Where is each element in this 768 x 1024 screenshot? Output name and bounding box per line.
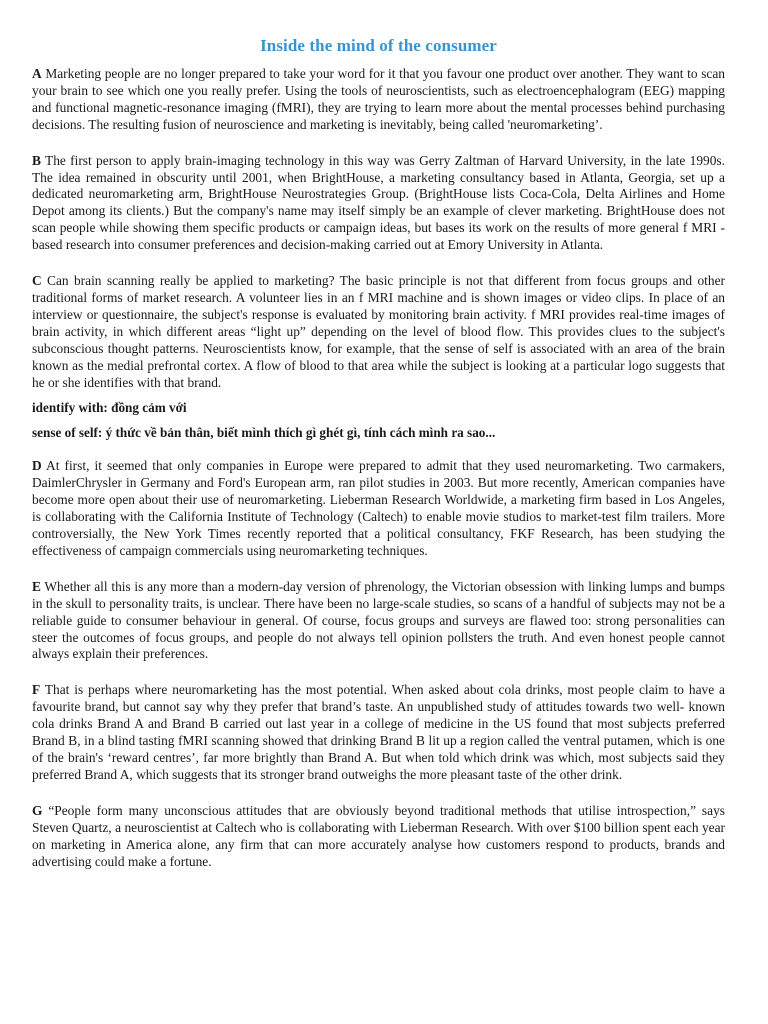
paragraph-a: [32, 66, 725, 134]
glossary-item: sense of self: ý thức về bản thân, biết mình thích gì ghét gì, tính cách mình ra sao...: [32, 425, 496, 441]
paragraph-text: At first, it seemed that only companies in Europe were prepared to admit that they used neuromarketing. Two carmakers, DaimlerChrysler in Germany and Ford's European arm, ran pilot studies in 2003. But more recently, American companies have become more open about their use of neuromarketing. Lieberman Research Worldwide, a marketing firm based in Los Angeles, is collaborating with the California Institute of Technology (Caltech) to enable movie studios to market-test film trailers. More controversially, the New York Times recently reported that a political consultancy, FKF Research, has been studying the effectiveness of campaign commercials using neuromarketing techniques.: [32, 458, 725, 558]
paragraph-e: [32, 579, 725, 664]
paragraph-text: Marketing people are no longer prepared to take your word for it that you favour one product over another. They want to scan your brain to see which one you really prefer. Using the tools of neuroscientists, such as electroencephalogram (EEG) mapping and functional magnetic-resonance imaging (fMRI), they are trying to learn more about the mental processes behind purchasing decisions. The resulting fusion of neuroscience and marketing is inevitably, being called 'neuromarketing’.: [32, 66, 725, 132]
paragraph-letter: A: [32, 66, 42, 81]
paragraph-text: Can brain scanning really be applied to marketing? The basic principle is not that different from focus groups and other traditional forms of market research. A volunteer lies in an f MRI machine and is shown images or video clips. In place of an interview or questionnaire, the subject's response is evaluated by monitoring brain activity. f MRI provides real-time images of brain activity, in which different areas “light up” depending on the level of blood flow. This provides clues to the subject's subconscious thought patterns. Neuroscientists know, for example, that the sense of self is associated with an area of the brain known as the medial prefrontal cortex. A flow of blood to that area while the subject is looking at a particular logo suggests that he or she identifies with that brand.: [32, 273, 725, 390]
paragraph-letter: F: [32, 682, 41, 698]
paragraph-letter: C: [32, 273, 42, 289]
paragraph-text: Whether all this is any more than a modern-day version of phrenology, the Victorian obsession with linking lumps and bumps in the skull to personality traits, is unclear. There have been no large-scale studies, so scans of a handful of subjects may not be a reliable guide to consumer behaviour in general. Of course, focus groups and surveys are flawed too: strong personalities can steer the outcomes of focus groups, and people do not always tell opinion pollsters the truth. And even honest people cannot always explain their preferences.: [32, 578, 725, 662]
glossary-item: identify with: đồng cảm với: [32, 400, 187, 416]
paragraph-b: [32, 153, 725, 254]
paragraph-text: “People form many unconscious attitudes that are obviously beyond traditional methods that utilise introspection,” says Steven Quartz, a neuroscientist at Caltech who is collaborating with Lieberman Research. With over $100 billion spent each year on marketing in America alone, any firm that can more accurately analyse how customers respond to products, brands and advertising could make a fortune.: [32, 802, 725, 869]
paragraph-letter: D: [32, 458, 42, 474]
paragraph-d: [32, 458, 725, 559]
paragraph-letter: E: [32, 578, 41, 594]
paragraph-c: [32, 273, 725, 391]
paragraph-text: That is perhaps where neuromarketing has the most potential. When asked about cola drinks, most people claim to have a favourite brand, but cannot say why they prefer that brand’s taste. An unpublished study of attitudes towards two well- known cola drinks Brand A and Brand B carried out last year in a college of medicine in the US found that most subjects preferred Brand B, in a blind tasting fMRI scanning showed that drinking Brand B lit up a region called the ventral putamen, which is one of the brain's ‘reward centres’, far more brightly than Brand A. But when told which drink was which, most subjects said they preferred Brand A, which suggests that its stronger brand outweighs the more pleasant taste of the other drink.: [32, 682, 725, 782]
paragraph-letter: G: [32, 802, 43, 818]
document-page: [32, 36, 725, 870]
paragraph-text: The first person to apply brain-imaging technology in this way was Gerry Zaltman of Harvard University, in the late 1990s. The idea remained in obscurity until 2001, when BrightHouse, a marketing consultancy based in Atlanta, Georgia, set up a dedicated neuromarketing arm, BrightHouse Neurostrategies Group. (BrightHouse lists Coca-Cola, Delta Airlines and Home Depot among its clients.) But the company's name may itself simply be an example of clever marketing. BrightHouse does not scan people while showing them specific products or campaign ideas, but bases its work on the results of more general f MRI -based research into consumer preferences and decision-making carried out at Emory University in Atlanta.: [32, 152, 725, 253]
paragraph-letter: B: [32, 152, 41, 168]
paragraph-f: [32, 682, 725, 783]
document-title: Inside the mind of the consumer: [260, 36, 497, 55]
paragraph-g: [32, 803, 725, 871]
